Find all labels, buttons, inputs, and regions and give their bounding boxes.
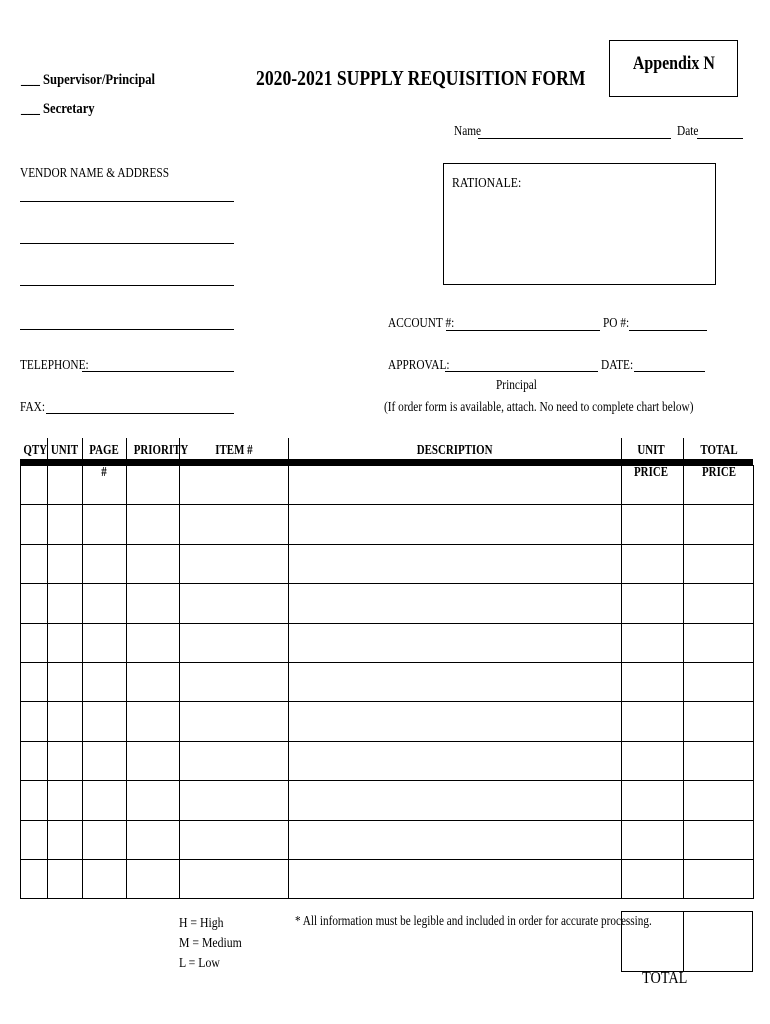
cell-page[interactable] <box>83 505 127 544</box>
cell-priority[interactable] <box>127 820 180 859</box>
cell-unit-price[interactable] <box>622 781 684 820</box>
cell-priority[interactable] <box>127 859 180 898</box>
cell-qty[interactable] <box>21 702 48 741</box>
column-header-page: PAGE # <box>89 443 119 480</box>
po-field[interactable] <box>629 330 707 331</box>
cell-description[interactable] <box>289 741 622 780</box>
date-field[interactable] <box>697 138 743 139</box>
cell-description[interactable] <box>289 820 622 859</box>
cell-description[interactable] <box>289 781 622 820</box>
table-row <box>21 781 754 820</box>
approval-date-label: DATE: <box>601 357 634 372</box>
items-table <box>20 465 754 899</box>
priority-legend <box>179 914 254 974</box>
cell-qty[interactable] <box>21 505 48 544</box>
cell-unit-price[interactable] <box>622 505 684 544</box>
cell-unit-price[interactable] <box>622 702 684 741</box>
cell-qty[interactable] <box>21 859 48 898</box>
cell-page[interactable] <box>83 662 127 701</box>
approval-date-field[interactable] <box>634 371 705 372</box>
total-box: TOTAL <box>621 911 753 972</box>
legibility-note: * All information must be legible and included in order for accurate processing. <box>295 914 652 929</box>
cell-qty[interactable] <box>21 544 48 583</box>
table-row <box>21 584 754 623</box>
cell-priority[interactable] <box>127 702 180 741</box>
vendor-label: VENDOR NAME & ADDRESS <box>20 165 170 180</box>
table-row <box>21 820 754 859</box>
column-header-qty: QTY <box>23 443 48 458</box>
vendor-address-line-3[interactable] <box>20 285 234 286</box>
cell-unit[interactable] <box>48 584 83 623</box>
legend-item: M = Medium <box>179 936 242 951</box>
cell-unit-price[interactable] <box>622 859 684 898</box>
cell-total-price[interactable] <box>684 662 754 701</box>
column-header-description: DESCRIPTION <box>416 443 493 458</box>
cell-total-price[interactable] <box>684 466 754 505</box>
column-header-unit: UNIT <box>50 443 79 458</box>
role-blank: ___ <box>21 72 40 88</box>
cell-item[interactable] <box>180 662 289 701</box>
cell-qty[interactable] <box>21 662 48 701</box>
cell-priority[interactable] <box>127 623 180 662</box>
cell-total-price[interactable] <box>684 584 754 623</box>
cell-total-price[interactable] <box>684 741 754 780</box>
cell-description[interactable] <box>289 662 622 701</box>
cell-unit-price[interactable] <box>622 584 684 623</box>
cell-qty[interactable] <box>21 623 48 662</box>
date-label: Date <box>677 123 699 138</box>
approval-field[interactable] <box>445 371 598 372</box>
cell-description[interactable] <box>289 702 622 741</box>
legend-item: L = Low <box>179 956 220 971</box>
cell-page[interactable] <box>83 820 127 859</box>
cell-priority[interactable] <box>127 505 180 544</box>
total-divider <box>683 912 684 971</box>
cell-priority[interactable] <box>127 584 180 623</box>
cell-total-price[interactable] <box>684 702 754 741</box>
legend-item: H = High <box>179 916 224 931</box>
table-row <box>21 466 754 505</box>
cell-total-price[interactable] <box>684 623 754 662</box>
table-row <box>21 544 754 583</box>
cell-unit[interactable] <box>48 544 83 583</box>
account-field[interactable] <box>446 330 600 331</box>
po-label: PO #: <box>603 315 630 330</box>
cell-qty[interactable] <box>21 466 48 505</box>
cell-priority[interactable] <box>127 466 180 505</box>
cell-qty[interactable] <box>21 741 48 780</box>
cell-priority[interactable] <box>127 544 180 583</box>
cell-unit[interactable] <box>48 505 83 544</box>
principal-label: Principal <box>496 377 537 392</box>
cell-page[interactable] <box>83 466 127 505</box>
account-label: ACCOUNT #: <box>388 315 455 330</box>
cell-description[interactable] <box>289 505 622 544</box>
column-header-item: ITEM # <box>214 443 253 458</box>
role-option-supervisor[interactable] <box>21 72 181 89</box>
cell-total-price[interactable] <box>684 859 754 898</box>
cell-page[interactable] <box>83 544 127 583</box>
cell-total-price[interactable] <box>684 505 754 544</box>
column-header-unit-price: UNIT PRICE <box>634 443 668 480</box>
cell-priority[interactable] <box>127 781 180 820</box>
form-title: 2020-2021 SUPPLY REQUISITION FORM <box>256 66 586 90</box>
cell-item[interactable] <box>180 859 289 898</box>
vendor-address-line-4[interactable] <box>20 329 234 330</box>
table-row <box>21 623 754 662</box>
cell-unit-price[interactable] <box>622 544 684 583</box>
cell-qty[interactable] <box>21 781 48 820</box>
cell-page[interactable] <box>83 702 127 741</box>
cell-description[interactable] <box>289 466 622 505</box>
cell-description[interactable] <box>289 584 622 623</box>
cell-description[interactable] <box>289 859 622 898</box>
name-label: Name <box>454 123 482 138</box>
appendix-label: Appendix N <box>632 53 715 74</box>
cell-item[interactable] <box>180 466 289 505</box>
cell-item[interactable] <box>180 702 289 741</box>
fax-label: FAX: <box>20 399 46 414</box>
rationale-box[interactable]: RATIONALE: <box>443 163 716 285</box>
cell-unit-price[interactable] <box>622 466 684 505</box>
cell-page[interactable] <box>83 584 127 623</box>
cell-item[interactable] <box>180 623 289 662</box>
cell-item[interactable] <box>180 781 289 820</box>
cell-qty[interactable] <box>21 820 48 859</box>
table-row <box>21 662 754 701</box>
table-row <box>21 702 754 741</box>
attach-note: (If order form is available, attach. No need to complete chart below) <box>384 399 694 414</box>
cell-unit[interactable] <box>48 820 83 859</box>
approval-label: APPROVAL: <box>388 357 450 372</box>
column-header-total-price: TOTAL PRICE <box>700 443 738 480</box>
cell-unit-price[interactable] <box>622 623 684 662</box>
column-header-priority: PRIORITY <box>133 443 189 458</box>
cell-total-price[interactable] <box>684 820 754 859</box>
cell-page[interactable] <box>83 623 127 662</box>
cell-description[interactable] <box>289 623 622 662</box>
cell-unit[interactable] <box>48 702 83 741</box>
cell-page[interactable] <box>83 859 127 898</box>
fax-field[interactable] <box>46 413 234 414</box>
cell-total-price[interactable] <box>684 781 754 820</box>
cell-unit[interactable] <box>48 781 83 820</box>
cell-unit-price[interactable] <box>622 820 684 859</box>
vendor-address-line-1[interactable] <box>20 201 234 202</box>
cell-description[interactable] <box>289 544 622 583</box>
cell-total-price[interactable] <box>684 544 754 583</box>
cell-item[interactable] <box>180 505 289 544</box>
telephone-field[interactable] <box>82 371 234 372</box>
cell-unit[interactable] <box>48 859 83 898</box>
cell-qty[interactable] <box>21 584 48 623</box>
role-option-secretary[interactable] <box>21 101 109 118</box>
items-table-body <box>21 466 754 899</box>
cell-priority[interactable] <box>127 662 180 701</box>
role-label: Secretary <box>43 101 95 117</box>
cell-item[interactable] <box>180 741 289 780</box>
telephone-label: TELEPHONE: <box>20 357 89 372</box>
cell-unit[interactable] <box>48 662 83 701</box>
cell-unit[interactable] <box>48 466 83 505</box>
vendor-address-line-2[interactable] <box>20 243 234 244</box>
table-row <box>21 741 754 780</box>
role-label: Supervisor/Principal <box>43 72 156 88</box>
cell-unit-price[interactable] <box>622 662 684 701</box>
role-blank: ___ <box>21 101 40 117</box>
cell-page[interactable] <box>83 741 127 780</box>
table-row <box>21 505 754 544</box>
cell-unit-price[interactable] <box>622 741 684 780</box>
cell-item[interactable] <box>180 820 289 859</box>
cell-unit[interactable] <box>48 741 83 780</box>
cell-item[interactable] <box>180 584 289 623</box>
cell-item[interactable] <box>180 544 289 583</box>
cell-unit[interactable] <box>48 623 83 662</box>
cell-priority[interactable] <box>127 741 180 780</box>
cell-page[interactable] <box>83 781 127 820</box>
table-row <box>21 859 754 898</box>
name-field[interactable] <box>478 138 671 139</box>
